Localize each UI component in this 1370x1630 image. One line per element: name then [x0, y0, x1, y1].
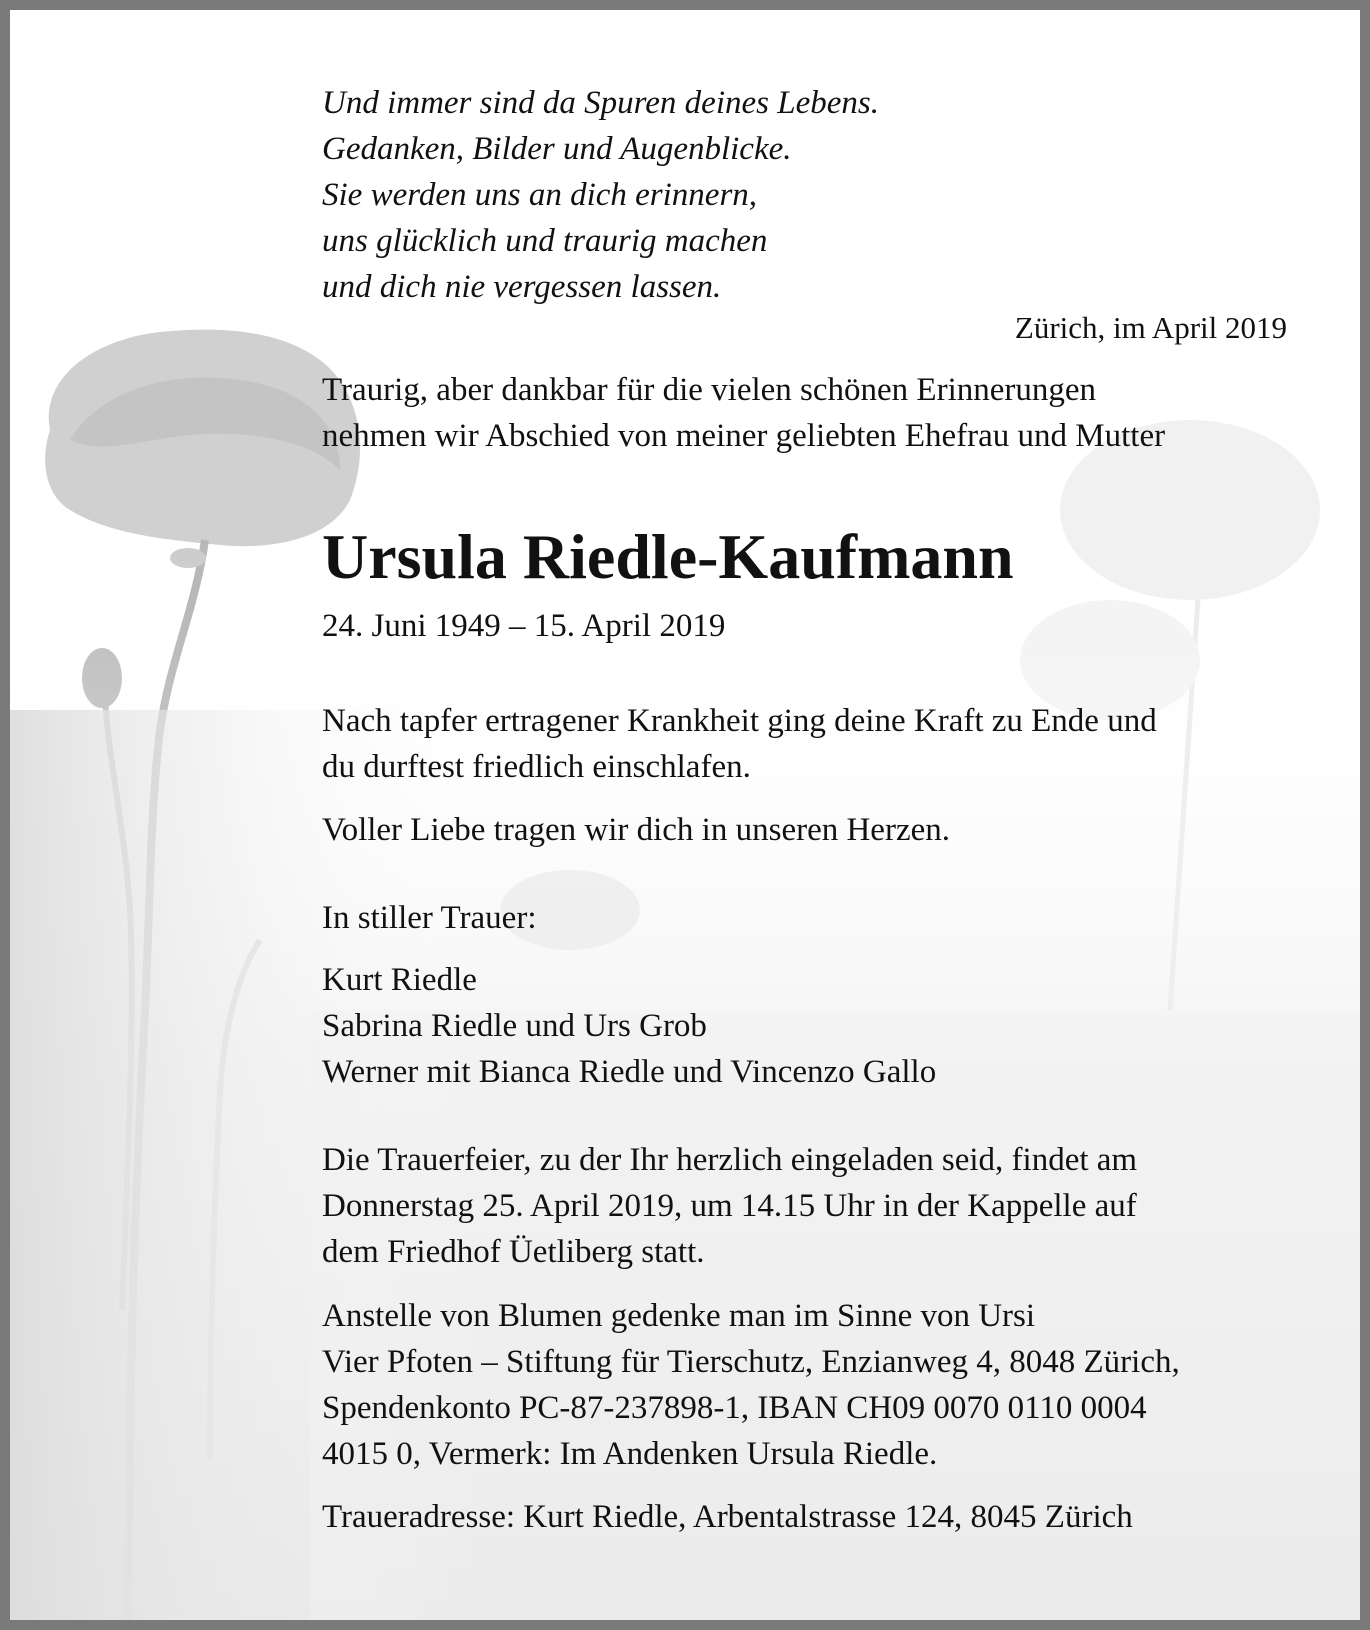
- farewell-message: [322, 698, 1157, 790]
- ceremony-line: dem Friedhof Üetliberg statt.: [322, 1234, 705, 1270]
- mourner: Kurt Riedle: [322, 962, 477, 998]
- poem-line: und dich nie vergessen lassen.: [322, 269, 722, 305]
- life-dates: 24. Juni 1949 – 15. April 2019: [322, 608, 726, 644]
- message-line: Nach tapfer ertragener Krankheit ging deine Kraft zu Ende und: [322, 703, 1157, 739]
- mourner: Sabrina Riedle und Urs Grob: [322, 1008, 707, 1044]
- message-line: du durftest friedlich einschlafen.: [322, 749, 751, 785]
- ceremony-line: Die Trauerfeier, zu der Ihr herzlich eingeladen seid, findet am: [322, 1142, 1138, 1178]
- poem-line: uns glücklich und traurig machen: [322, 223, 768, 259]
- donation-line: Spendenkonto PC-87-237898-1, IBAN CH09 0070 0110 0004: [322, 1390, 1147, 1426]
- intro-line: nehmen wir Abschied von meiner geliebten Ehefrau und Mutter: [322, 418, 1166, 454]
- ceremony-info: [322, 1137, 1137, 1275]
- intro-line: Traurig, aber dankbar für die vielen schönen Erinnerungen: [322, 372, 1097, 408]
- place-date: Zürich, im April 2019: [1014, 310, 1287, 345]
- obituary-page: [10, 10, 1360, 1620]
- donation-info: [322, 1293, 1180, 1477]
- mourning-address: Traueradresse: Kurt Riedle, Arbentalstrasse 124, 8045 Zürich: [322, 1499, 1133, 1535]
- intro-text: [322, 367, 1165, 459]
- donation-line: 4015 0, Vermerk: Im Andenken Ursula Riedle.: [322, 1436, 938, 1472]
- mourning-label: In stiller Trauer:: [322, 900, 537, 936]
- poem-line: Sie werden uns an dich erinnern,: [322, 177, 758, 213]
- poem: [322, 80, 879, 310]
- love-line: Voller Liebe tragen wir dich in unseren Herzen.: [322, 812, 950, 848]
- mourner: Werner mit Bianca Riedle und Vincenzo Gallo: [322, 1054, 937, 1090]
- mourners-list: [322, 957, 936, 1095]
- ceremony-line: Donnerstag 25. April 2019, um 14.15 Uhr in der Kappelle auf: [322, 1188, 1137, 1224]
- donation-line: Vier Pfoten – Stiftung für Tierschutz, Enzianweg 4, 8048 Zürich,: [322, 1344, 1180, 1380]
- poem-line: Gedanken, Bilder und Augenblicke.: [322, 131, 792, 167]
- donation-line: Anstelle von Blumen gedenke man im Sinne von Ursi: [322, 1298, 1036, 1334]
- poem-line: Und immer sind da Spuren deines Lebens.: [322, 85, 879, 121]
- deceased-name: Ursula Riedle-Kaufmann: [322, 521, 1014, 592]
